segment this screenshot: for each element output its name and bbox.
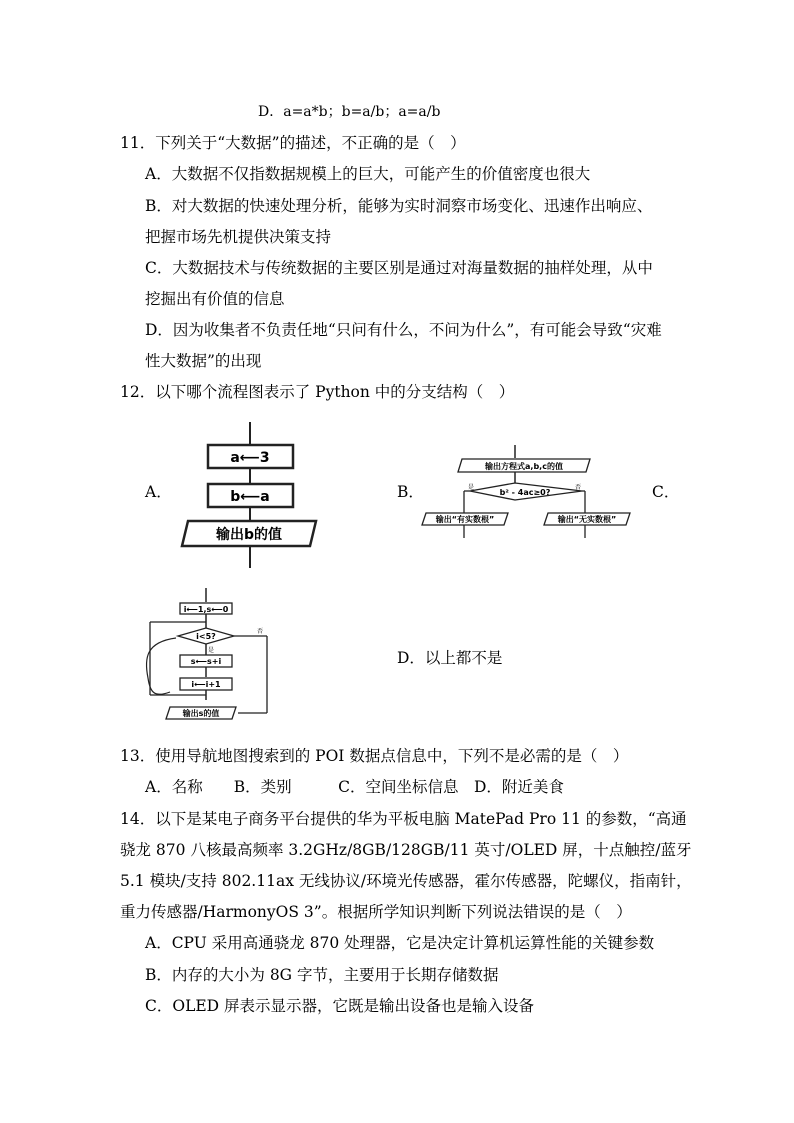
q12-label-b: B．: [397, 483, 424, 501]
q11-stem: 11．下列关于“大数据”的描述，不正确的是（ ）: [120, 134, 466, 152]
q14-option-b: B．内存的大小为 8G 字节，主要用于长期存储数据: [145, 966, 499, 984]
q11-option-a: A．大数据不仅指数据规模上的巨大，可能产生的价值密度也很大: [145, 165, 591, 183]
q12-option-d: D．以上都不是: [397, 649, 503, 667]
q12-stem: 12．以下哪个流程图表示了 Python 中的分支结构（ ）: [120, 383, 515, 401]
q11-option-c-line2: 挖掘出有价值的信息: [145, 290, 285, 308]
flow-a-box3: 输出b的值: [215, 527, 283, 543]
flow-b-left: 输出“有实数根”: [435, 515, 495, 524]
q11-option-b-line2: 把握市场先机提供决策支持: [145, 228, 332, 246]
q11-option-c-line1: C．大数据技术与传统数据的主要区别是通过对海量数据的抽样处理，从中: [145, 259, 653, 277]
flow-c-step1: s⟵s+i: [190, 657, 222, 666]
q14-stem-line3: 5.1 模块/支持 802.11ax 无线协议/环境光传感器，霍尔传感器，陀螺仪，指南针，: [120, 872, 692, 890]
q14-option-a: A．CPU 采用高通骁龙 870 处理器，它是决定计算机运算性能的关键参数: [145, 934, 655, 952]
q13-stem: 13．使用导航地图搜索到的 POI 数据点信息中，下列不是必需的是（ ）: [120, 747, 629, 765]
flow-c-output: 输出s的值: [182, 709, 220, 718]
flow-b-right: 输出“无实数根”: [557, 515, 617, 524]
flowchart-c: [140, 588, 280, 723]
flow-a-box2: b⟵a: [230, 489, 270, 505]
flow-c-init: i⟵1,s⟵0: [183, 605, 229, 614]
q12-label-a: A．: [145, 483, 172, 501]
q12-label-c: C．: [652, 483, 680, 501]
q11-option-d-line2: 性大数据”的出现: [145, 352, 262, 370]
q14-stem-line1: 14．以下是某电子商务平台提供的华为平板电脑 MatePad Pro 11 的参数，“高通: [120, 810, 687, 828]
flow-c-yes: 是: [208, 647, 215, 654]
q14-stem-line2: 骁龙 870 八核最高频率 3.2GHz/8GB/128GB/11 英寸/OLED 屏，十点触控/蓝牙: [120, 841, 692, 859]
q14-stem-line4: 重力传感器/HarmonyOS 3”。根据所学知识判断下列说法错误的是（ ）: [120, 903, 632, 921]
q11-option-b-line1: B．对大数据的快速处理分析，能够为实时洞察市场变化、迅速作出响应、: [145, 197, 653, 215]
q14-option-c: C．OLED 屏表示显示器，它既是输出设备也是输入设备: [145, 997, 535, 1015]
flowchart-a: [180, 420, 320, 570]
q10-option-d: D．a=a*b；b=a/b；a=a/b: [258, 104, 441, 120]
flow-a-box1: a⟵3: [230, 450, 270, 466]
flow-b-yes: 是: [468, 484, 475, 491]
flow-c-no: 否: [257, 628, 264, 635]
flowchart-b: [420, 445, 640, 540]
flow-c-cond: i<5?: [196, 632, 216, 641]
q11-option-d-line1: D．因为收集者不负责任地“只问有什么，不问为什么”，有可能会导致“灾难: [145, 321, 662, 339]
flow-c-step2: i⟵i+1: [191, 680, 221, 689]
flow-b-no: 否: [575, 484, 582, 491]
flow-b-top: 输出方程式a,b,c的值: [485, 462, 563, 471]
q13-options: A．名称 B．类别 C．空间坐标信息 D．附近美食: [145, 778, 564, 796]
flow-b-cond: b² - 4ac≥0?: [499, 488, 551, 497]
